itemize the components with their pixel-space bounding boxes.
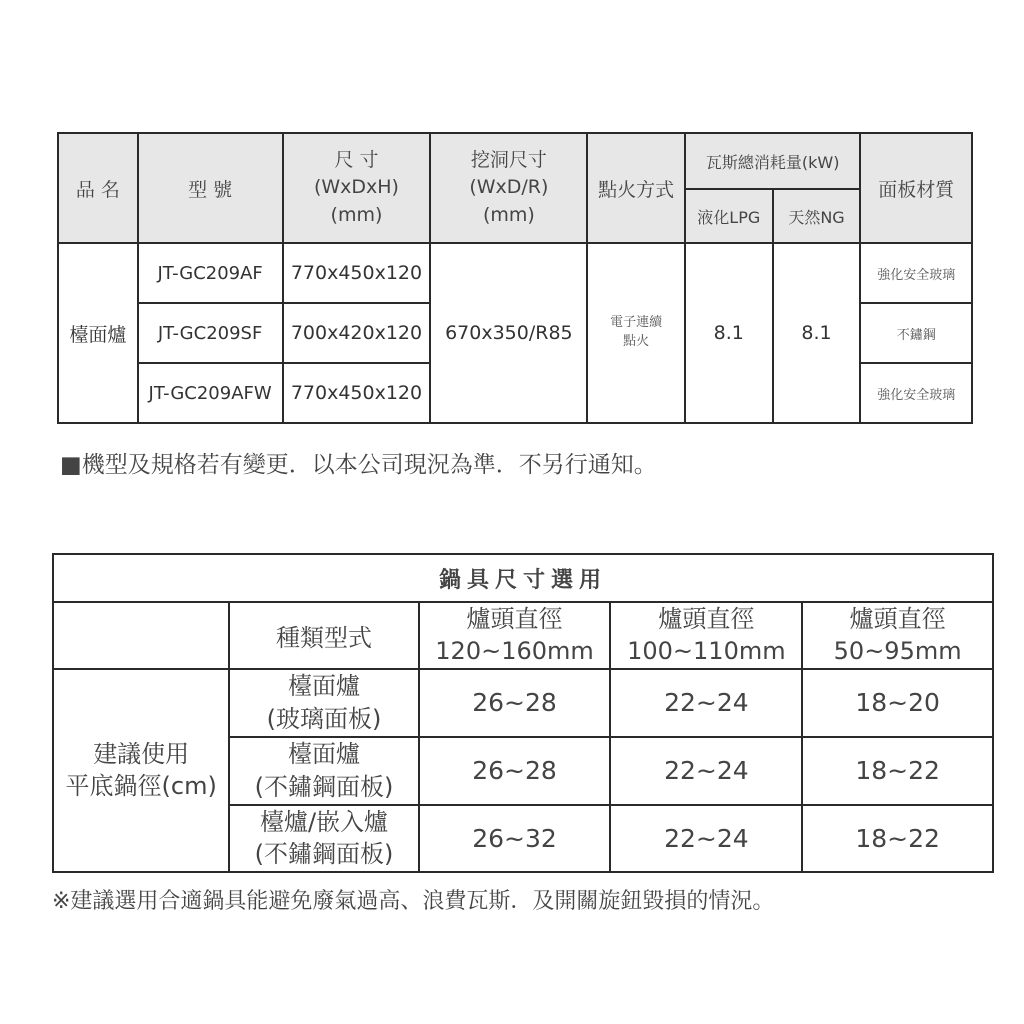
panel-cell: 不鏽鋼 [860, 303, 972, 363]
header-model: 型 號 [138, 133, 283, 243]
burner-col-header [610, 602, 802, 669]
size-cell: 770x450x120 [283, 363, 431, 423]
header-cutout-line2: (WxD/R) [469, 176, 549, 199]
type-line1: 檯面爐 [288, 672, 360, 701]
panel-cell: 強化安全玻璃 [860, 363, 972, 423]
header-cutout-line3: (mm) [482, 203, 535, 226]
header-cutout-line1: 挖洞尺寸 [470, 148, 547, 171]
model-cell: JT-GC209AFW [138, 363, 283, 423]
header-name: 品 名 [58, 133, 138, 243]
type-line2: (不鏽鋼面板) [254, 772, 394, 801]
size-cell: 770x450x120 [283, 243, 431, 303]
cutout-cell: 670x350/R85 [430, 243, 587, 423]
burner-col-line1: 爐頭直徑 [849, 605, 946, 633]
header-size-line2: (WxDxH) [313, 176, 399, 199]
type-cell [229, 669, 418, 737]
corner-cell [53, 602, 229, 669]
pot-size-cell: 18~20 [802, 669, 993, 737]
pot-note: ※建議選用合適鍋具能避免廢氣過高、浪費瓦斯．及開關旋鈕毀損的情況。 [52, 889, 775, 914]
type-header: 種類型式 [229, 602, 418, 669]
burner-col-line2: 120~160mm [435, 637, 594, 666]
spec-note: ■機型及規格若有變更．以本公司現況為準．不另行通知。 [60, 452, 657, 478]
row-label-line2: 平底鍋徑(cm) [65, 772, 217, 801]
ignition-line1: 電子連續 [610, 315, 663, 331]
pot-size-cell: 18~22 [802, 737, 993, 805]
type-line1: 檯面爐 [288, 740, 360, 769]
product-name: 檯面爐 [58, 243, 138, 423]
burner-col-header [802, 602, 993, 669]
header-ignition: 點火方式 [587, 133, 685, 243]
ng-value: 8.1 [773, 243, 861, 423]
pot-size-cell: 22~24 [610, 669, 802, 737]
row-label-line1: 建議使用 [93, 739, 190, 768]
size-cell: 700x420x120 [283, 303, 431, 363]
burner-col-line2: 100~110mm [627, 637, 786, 666]
model-cell: JT-GC209AF [138, 243, 283, 303]
header-lpg: 液化LPG [685, 189, 773, 243]
pot-size-cell: 18~22 [802, 805, 993, 872]
pot-table-title: 鍋具尺寸選用 [53, 554, 993, 602]
model-cell: JT-GC209SF [138, 303, 283, 363]
type-cell [229, 805, 418, 872]
spec-table [57, 132, 973, 424]
ignition-cell [587, 243, 685, 423]
pot-size-cell: 26~28 [419, 669, 611, 737]
type-cell [229, 737, 418, 805]
pot-size-table [52, 553, 994, 873]
pot-size-cell: 26~28 [419, 737, 611, 805]
row-label [53, 669, 229, 872]
pot-size-cell: 22~24 [610, 737, 802, 805]
header-ng: 天然NG [773, 189, 861, 243]
ignition-line2: 點火 [623, 334, 650, 349]
header-gas: 瓦斯總消耗量(kW) [685, 133, 860, 189]
header-cutout [430, 133, 587, 243]
pot-size-cell: 26~32 [419, 805, 611, 872]
type-line1: 檯爐/嵌入爐 [259, 807, 389, 836]
type-line2: (不鏽鋼面板) [254, 840, 394, 869]
burner-col-line1: 爐頭直徑 [658, 605, 755, 633]
lpg-value: 8.1 [685, 243, 773, 423]
pot-size-cell: 22~24 [610, 805, 802, 872]
header-panel: 面板材質 [860, 133, 972, 243]
burner-col-line2: 50~95mm [833, 637, 962, 666]
burner-col-line1: 爐頭直徑 [466, 605, 563, 633]
panel-cell: 強化安全玻璃 [860, 243, 972, 303]
header-size-line1: 尺 寸 [334, 148, 379, 171]
burner-col-header [419, 602, 611, 669]
type-line2: (玻璃面板) [266, 704, 382, 733]
header-size [283, 133, 431, 243]
header-size-line3: (mm) [330, 203, 383, 226]
